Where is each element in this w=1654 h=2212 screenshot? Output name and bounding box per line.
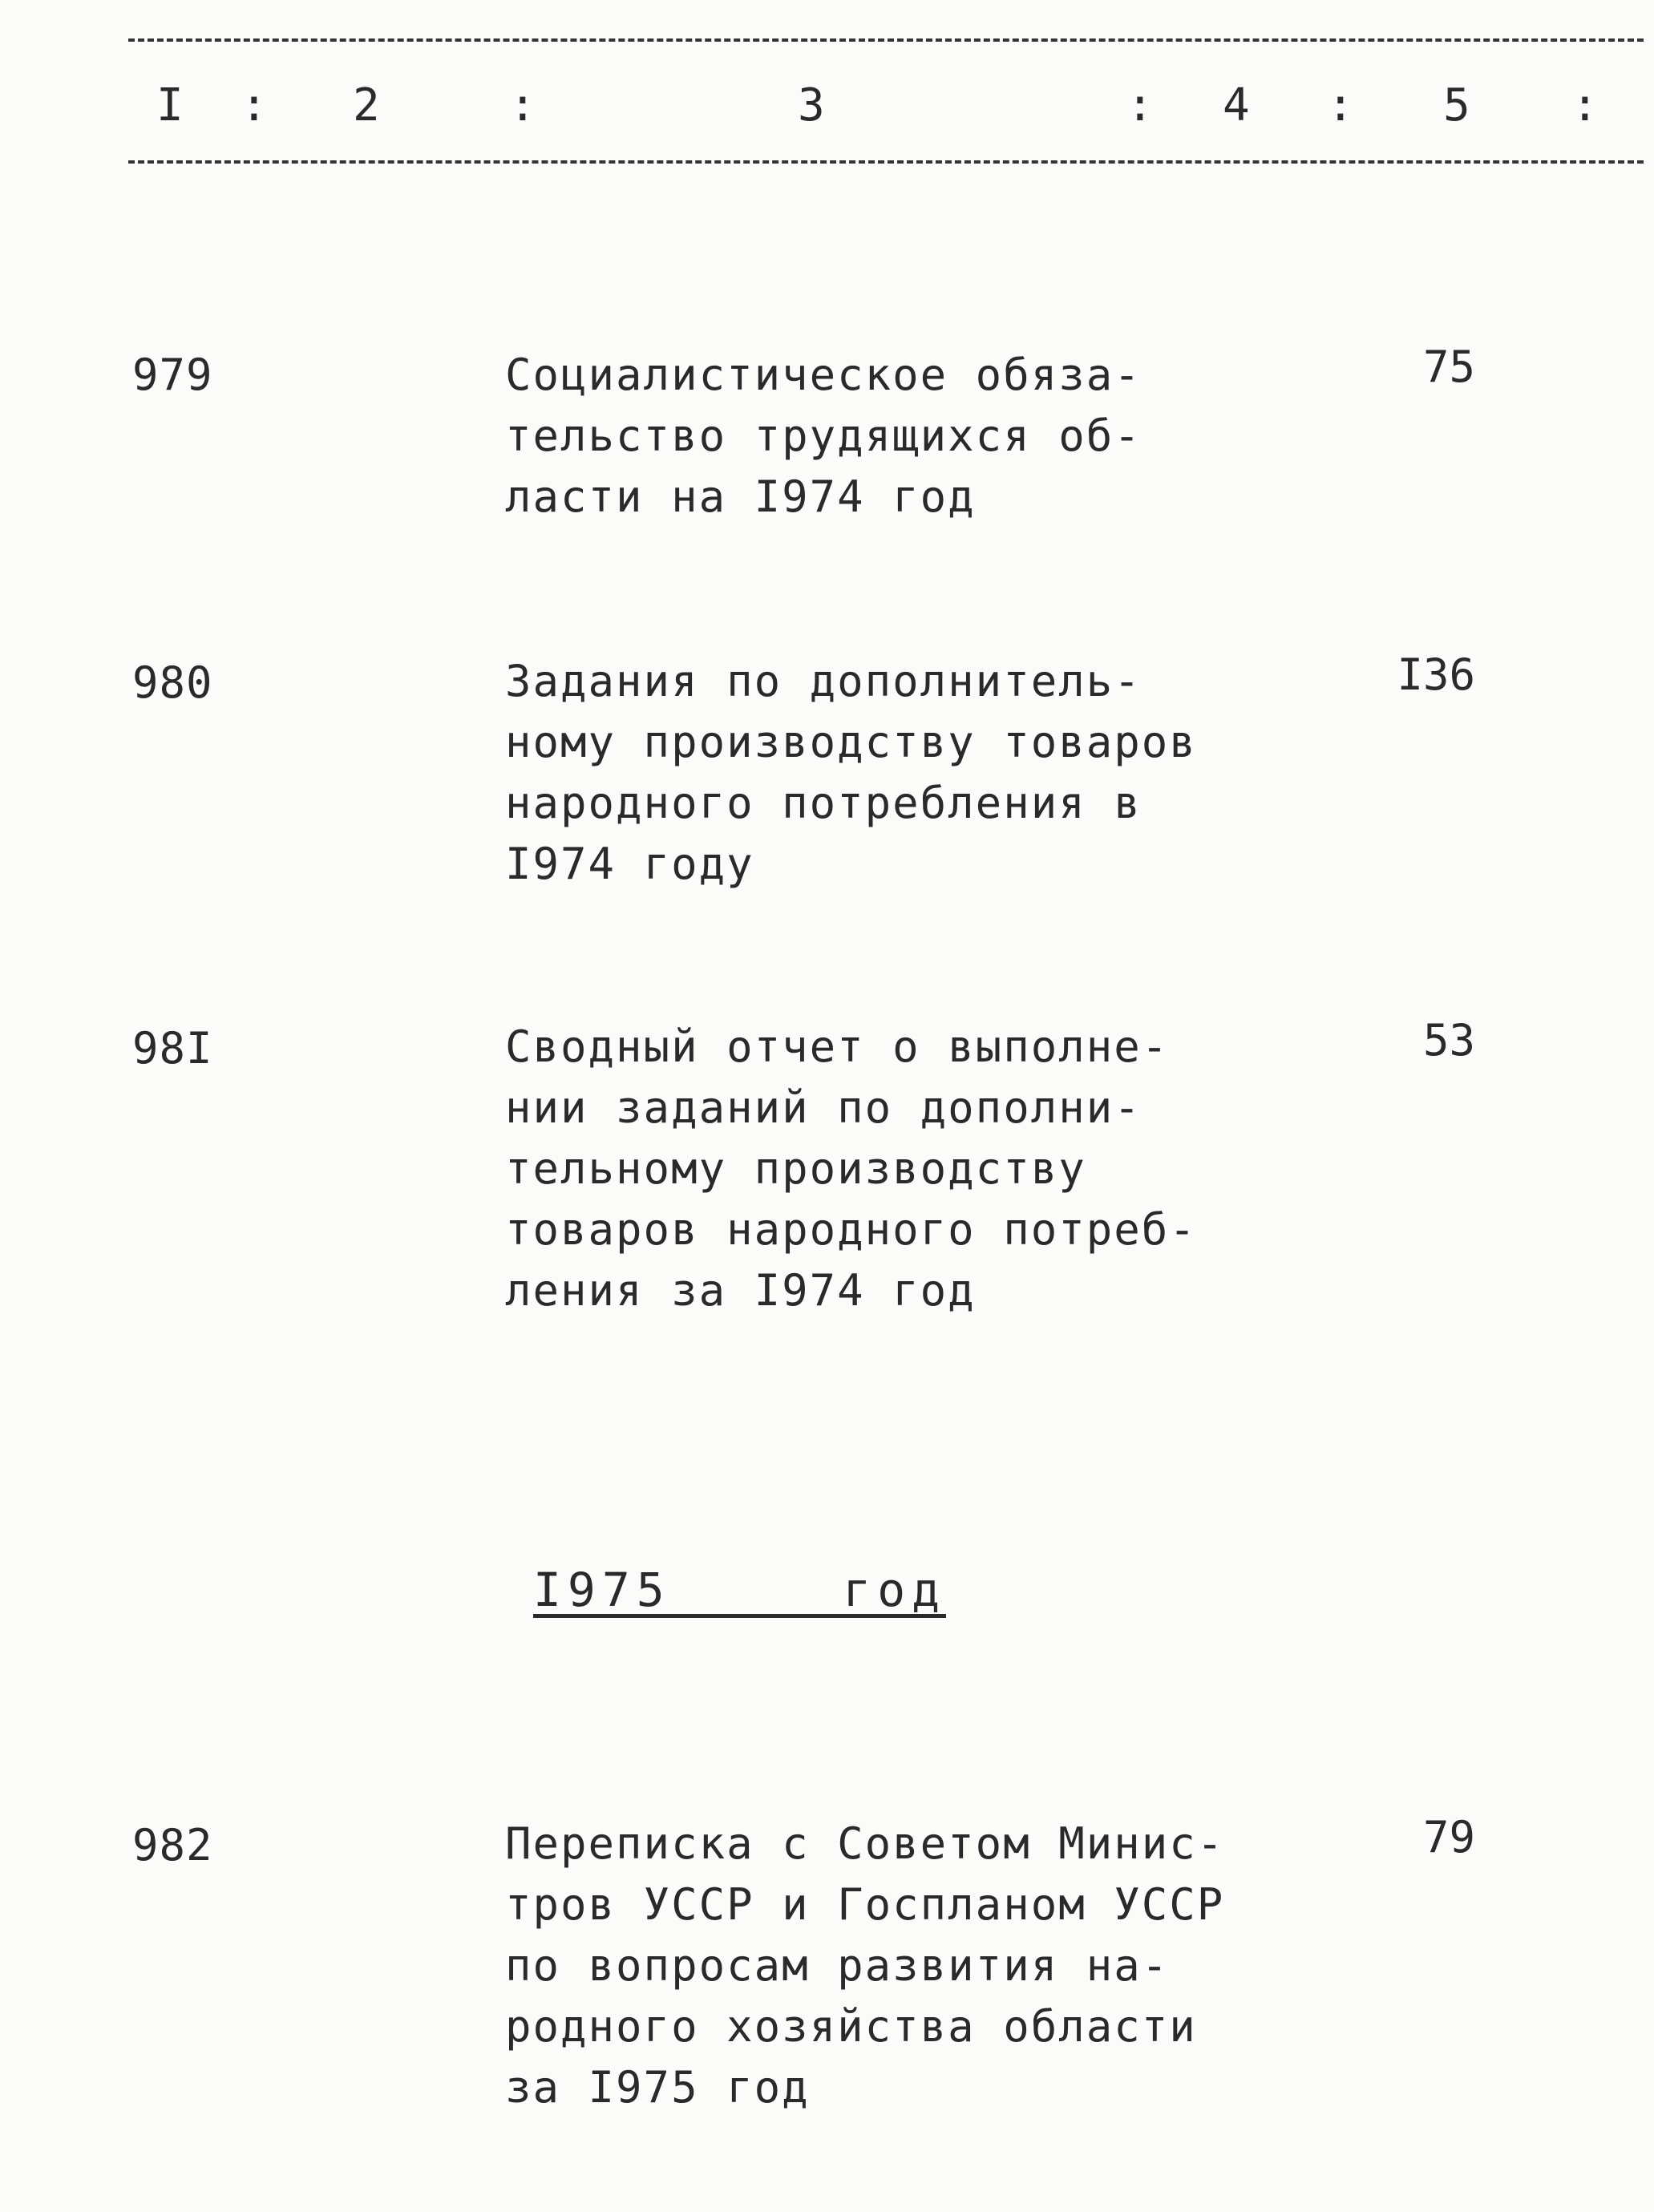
item-title-line: ласти на I974 год [505, 471, 976, 522]
item-title-line: нии заданий по дополни- [505, 1082, 1142, 1133]
item-number: 979 [132, 350, 213, 400]
item-title-line: по вопросам развития на- [505, 1940, 1170, 1991]
column-separator: : [509, 79, 536, 131]
column-separator: : [1126, 79, 1154, 131]
header-bottom-rule [128, 160, 1644, 164]
item-title [505, 651, 1227, 895]
column-separator: : [1571, 79, 1599, 131]
column-separator: : [1327, 79, 1354, 131]
item-page-count: 53 [1422, 1015, 1475, 1066]
item-title-line: ному производству товаров [505, 717, 1197, 767]
item-title-line: тельному производству [505, 1143, 1086, 1194]
item-title-line: родного хозяйства области [505, 2001, 1197, 2052]
column-header-3: 3 [798, 79, 825, 131]
item-title-line: товаров народного потреб- [505, 1204, 1197, 1255]
item-number: 980 [132, 657, 213, 708]
item-title-line: Задания по дополнитель- [505, 656, 1142, 706]
item-page-count: 79 [1422, 1812, 1475, 1862]
item-number: 982 [132, 1820, 213, 1870]
item-page-count: I36 [1397, 649, 1475, 700]
item-title [505, 345, 1227, 528]
item-title [505, 1814, 1227, 2118]
item-page-count: 75 [1422, 342, 1475, 392]
column-header-2: 2 [353, 79, 380, 131]
column-header-4: 4 [1223, 79, 1250, 131]
item-title-line: народного потребления в [505, 778, 1142, 828]
item-title-line: Сводный отчет о выполне- [505, 1021, 1170, 1072]
item-title-line: тельство трудящихся об- [505, 410, 1142, 461]
item-title-line: I974 году [505, 839, 754, 889]
column-separator: : [241, 79, 268, 131]
year-section-heading: I975 ___ год [533, 1563, 947, 1617]
item-number: 98I [132, 1023, 213, 1074]
item-title-line: ления за I974 год [505, 1265, 976, 1316]
item-title-line: тров УССР и Госпланом УССР [505, 1879, 1225, 1930]
item-title-line: Переписка с Советом Минис- [505, 1818, 1225, 1869]
item-title-line: Социалистическое обяза- [505, 350, 1142, 400]
header-top-rule [128, 38, 1644, 42]
item-title [505, 1017, 1227, 1321]
item-title-line: за I975 год [505, 2062, 810, 2113]
column-header-1: I [156, 79, 184, 131]
column-header-5: 5 [1443, 79, 1470, 131]
